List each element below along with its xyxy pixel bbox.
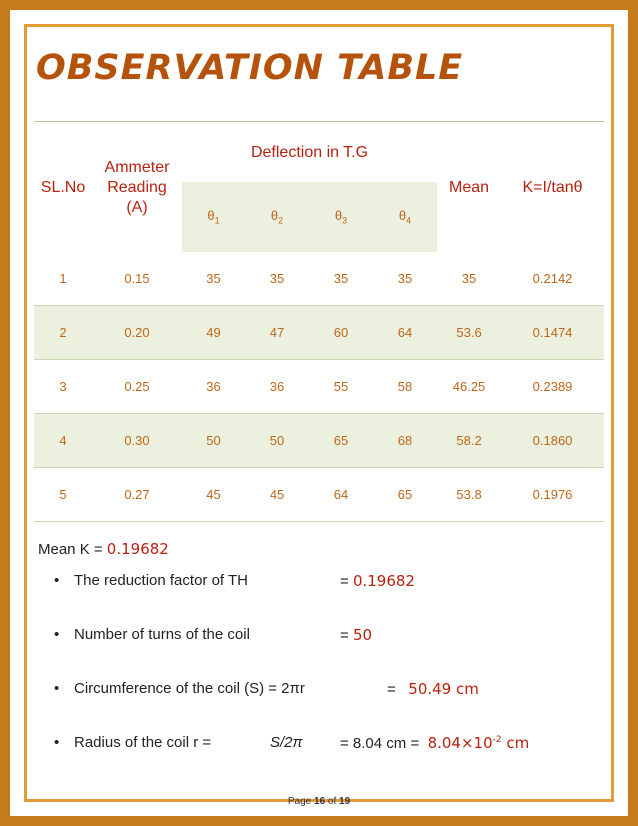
table-cell: 50 <box>245 414 309 468</box>
result-value: 0.19682 <box>352 572 415 590</box>
header-ammeter-line: (A) <box>126 199 148 216</box>
table-cell: 5 <box>59 487 67 502</box>
list-item <box>54 572 415 590</box>
header-ammeter-line: Ammeter <box>104 159 170 176</box>
table-cell: 45 <box>269 487 285 502</box>
observation-table <box>34 124 604 522</box>
table-cell: 3 <box>59 379 67 394</box>
header-ammeter-line: Reading <box>107 179 167 196</box>
table-cell: 49 <box>182 306 245 360</box>
result-eq: = <box>340 573 353 590</box>
result-label: The reduction factor of TH <box>74 572 248 589</box>
result-label: Radius of the coil r = <box>74 734 212 751</box>
header-mean: Mean <box>449 179 490 196</box>
result-value: 50 <box>352 626 373 644</box>
table-cell: 65 <box>397 487 413 502</box>
table-cell: 4 <box>34 414 92 468</box>
page-footer <box>0 796 638 807</box>
footer-page-number: 16 <box>313 796 326 807</box>
table-cell: 0.1474 <box>501 306 604 360</box>
list-item <box>54 626 373 644</box>
table-cell: 2 <box>34 306 92 360</box>
table-cell: 0.25 <box>124 379 150 394</box>
mean-k-label: Mean K = <box>38 541 107 558</box>
table-cell: 0.2142 <box>532 271 573 286</box>
result-eq-wrap <box>340 626 372 644</box>
result-eq-wrap <box>340 734 529 752</box>
table-cell: 45 <box>206 487 221 502</box>
table-cell: 65 <box>309 414 373 468</box>
table-row <box>34 252 604 306</box>
table-cell: 35 <box>461 271 477 286</box>
table-cell: 0.2389 <box>532 379 573 394</box>
header-theta-3: $\theta_3$ <box>309 182 373 252</box>
result-value: 50.49 cm <box>408 680 479 698</box>
bullet-icon: • <box>54 626 60 643</box>
table-row <box>34 468 604 522</box>
footer-page-total: 19 <box>339 796 351 807</box>
mean-k-value: 0.19682 <box>106 540 169 558</box>
result-eq-wrap <box>387 680 479 698</box>
result-eq: = 8.04 cm = <box>340 735 420 752</box>
bullet-icon: • <box>54 734 60 751</box>
mean-k-line <box>38 540 169 558</box>
table-cell: 47 <box>245 306 309 360</box>
table-cell: 35 <box>269 271 285 286</box>
table-row <box>34 414 604 468</box>
result-eq: = <box>340 627 353 644</box>
table-cell: 0.27 <box>124 487 150 502</box>
table-row <box>34 306 604 360</box>
table-cell: 35 <box>333 271 349 286</box>
table-cell: 58.2 <box>437 414 501 468</box>
result-eq: = <box>387 681 400 698</box>
result-label: Circumference of the coil (S) = 2πr <box>74 680 305 697</box>
table-cell: 64 <box>333 487 349 502</box>
header-slno: SL.No <box>40 179 86 196</box>
header-theta-2: $\theta_2$ <box>245 182 309 252</box>
table-cell: 36 <box>269 379 285 394</box>
table-cell: 50 <box>182 414 245 468</box>
header-row-top <box>34 124 604 182</box>
table-cell: 0.30 <box>92 414 182 468</box>
result-mid: S/2π <box>270 734 303 751</box>
table-cell: 0.1860 <box>501 414 604 468</box>
table-row <box>34 360 604 414</box>
header-ammeter <box>92 124 182 252</box>
bullet-icon: • <box>54 680 60 697</box>
title-divider <box>34 121 604 122</box>
bullet-icon: • <box>54 572 60 589</box>
table-cell: 68 <box>373 414 437 468</box>
header-theta-4: $\theta_4$ <box>373 182 437 252</box>
table-cell: 35 <box>206 271 221 286</box>
result-label: Number of turns of the coil <box>74 626 250 643</box>
list-item <box>54 734 530 752</box>
list-item <box>54 680 479 698</box>
header-deflection: Deflection in T.G <box>250 144 369 161</box>
table-cell: 36 <box>206 379 221 394</box>
footer-prefix: Page <box>287 796 314 807</box>
result-value: $8.04\times 10^{-2}$ cm <box>427 734 530 752</box>
footer-of: of <box>325 796 340 807</box>
table-cell: 35 <box>397 271 413 286</box>
table-cell: 58 <box>397 379 413 394</box>
table-cell: 60 <box>309 306 373 360</box>
table-cell: 53.6 <box>437 306 501 360</box>
table-cell: 0.15 <box>124 271 150 286</box>
table-cell: 0.1976 <box>532 487 573 502</box>
table-cell: 55 <box>333 379 349 394</box>
table-cell: 46.25 <box>452 379 486 394</box>
header-k: K=I/tanθ <box>522 179 583 196</box>
table-cell: 64 <box>373 306 437 360</box>
header-theta-1: $\theta_1$ <box>182 182 245 252</box>
table-cell: 0.20 <box>92 306 182 360</box>
page-title: OBSERVATION TABLE <box>36 48 464 88</box>
table-cell: 1 <box>59 271 67 286</box>
table-cell: 53.8 <box>456 487 482 502</box>
result-eq-wrap <box>340 572 415 590</box>
